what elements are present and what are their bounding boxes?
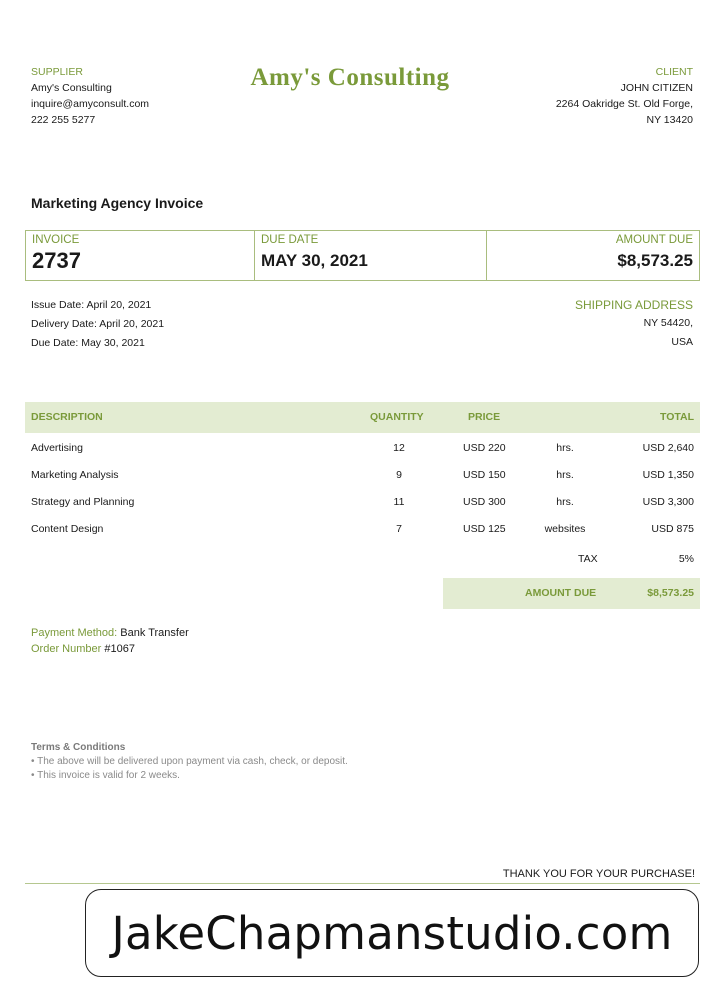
footer-divider: [25, 883, 700, 884]
payment-method-line: [31, 625, 189, 641]
row-quantity: 12: [393, 442, 405, 454]
payment-method-label: Payment Method:: [31, 627, 118, 639]
issue-date: Issue Date: April 20, 2021: [31, 299, 152, 311]
row-quantity: 9: [396, 469, 402, 481]
due-date-line: Due Date: May 30, 2021: [31, 337, 145, 349]
row-price: USD 300: [463, 496, 506, 508]
row-quantity: 7: [396, 523, 402, 535]
row-total: USD 3,300: [642, 496, 694, 508]
items-table-header: [25, 402, 700, 433]
row-description: Marketing Analysis: [31, 469, 119, 481]
dates-block: [31, 296, 164, 353]
shipping-line2: USA: [671, 336, 693, 348]
payment-method-value: Bank Transfer: [120, 627, 189, 639]
order-number-label: Order Number: [31, 643, 102, 655]
terms-line: • This invoice is valid for 2 weeks.: [31, 770, 180, 781]
invoice-number: 2737: [32, 248, 81, 273]
terms-title: Terms & Conditions: [31, 742, 126, 753]
client-address-line1: 2264 Oakridge St. Old Forge,: [555, 98, 693, 110]
header-price: PRICE: [468, 411, 501, 423]
tax-row: [25, 553, 700, 573]
row-price: USD 125: [463, 523, 506, 535]
supplier-phone: 222 255 5277: [31, 114, 96, 126]
tax-label: TAX: [578, 553, 598, 565]
supplier-name: Amy's Consulting: [31, 82, 112, 94]
row-unit: hrs.: [556, 469, 574, 481]
client-address-line2: NY 13420: [646, 114, 693, 126]
row-total: USD 2,640: [642, 442, 694, 454]
row-quantity: 11: [393, 496, 405, 508]
due-date-cell: [254, 231, 486, 280]
supplier-email: inquire@amyconsult.com: [31, 98, 150, 110]
due-date-value: MAY 30, 2021: [261, 251, 368, 270]
table-row: [25, 469, 700, 491]
shipping-label: SHIPPING ADDRESS: [574, 298, 693, 312]
row-unit: websites: [544, 523, 586, 535]
invoice-label: INVOICE: [32, 234, 80, 246]
tax-value: 5%: [678, 553, 694, 565]
amount-due-cell: [486, 231, 699, 280]
row-total: USD 1,350: [642, 469, 694, 481]
row-total: USD 875: [651, 523, 694, 535]
amount-due-row-value: $8,573.25: [647, 587, 694, 599]
document-title: Marketing Agency Invoice: [31, 195, 204, 211]
row-unit: hrs.: [556, 496, 574, 508]
row-price: USD 220: [463, 442, 506, 454]
row-unit: hrs.: [556, 442, 574, 454]
client-name: JOHN CITIZEN: [620, 82, 693, 94]
order-number-line: [31, 641, 189, 657]
amount-due-label: AMOUNT DUE: [615, 234, 693, 246]
table-row: [25, 442, 700, 464]
header-total: TOTAL: [659, 411, 694, 423]
row-price: USD 150: [463, 469, 506, 481]
header-quantity: QUANTITY: [370, 411, 424, 423]
client-label: CLIENT: [655, 66, 693, 78]
order-number-value: #1067: [104, 643, 135, 655]
watermark-banner: JakeChapmanstudio.com: [85, 889, 699, 977]
brand-logo-text: Amy's Consulting: [250, 64, 450, 91]
row-description: Advertising: [31, 442, 83, 454]
supplier-label: SUPPLIER: [31, 66, 83, 78]
row-description: Strategy and Planning: [31, 496, 135, 508]
due-date-label: DUE DATE: [261, 234, 319, 246]
header-description: DESCRIPTION: [31, 411, 103, 423]
table-row: [25, 523, 700, 545]
payment-block: [31, 625, 189, 657]
amount-due-row-label: AMOUNT DUE: [525, 587, 597, 599]
amount-due-value: $8,573.25: [617, 251, 693, 270]
terms-line: • The above will be delivered upon payment via cash, check, or deposit.: [31, 756, 348, 767]
shipping-block: [493, 297, 693, 352]
amount-due-row: [443, 578, 700, 609]
shipping-line1: NY 54420,: [643, 317, 693, 329]
terms-block: [31, 741, 348, 783]
table-row: [25, 496, 700, 518]
client-block: [473, 64, 693, 128]
invoice-cell: [26, 231, 254, 280]
row-description: Content Design: [31, 523, 104, 535]
thank-you-text: THANK YOU FOR YOUR PURCHASE!: [502, 868, 695, 880]
delivery-date: Delivery Date: April 20, 2021: [31, 318, 165, 330]
invoice-summary-box: [25, 230, 700, 281]
